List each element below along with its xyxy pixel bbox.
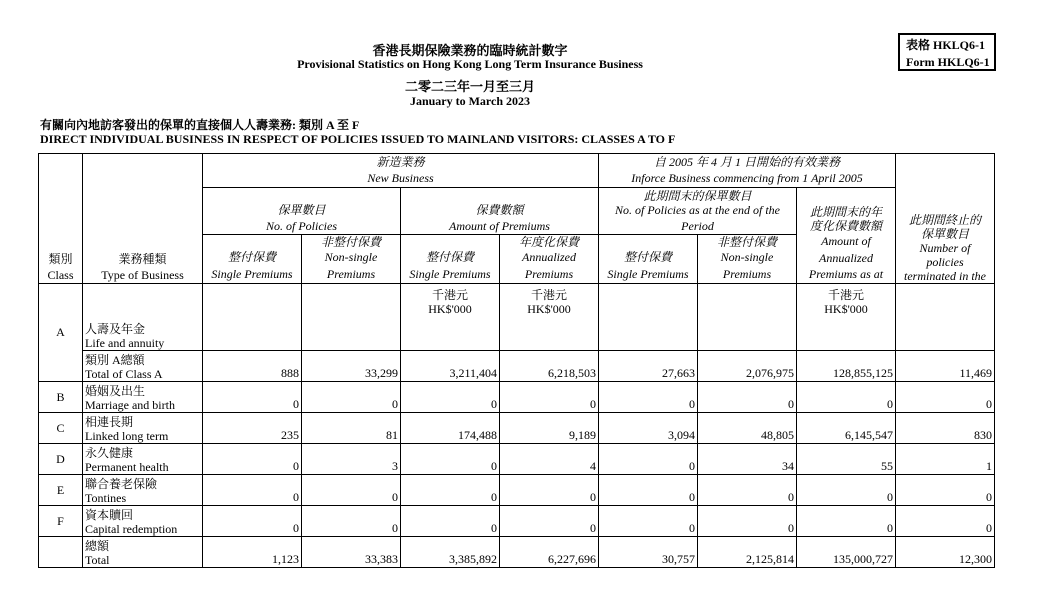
- cell: 0: [302, 506, 401, 537]
- row-type: 聯合養老保險 Tontines: [83, 475, 203, 506]
- class-label: [39, 537, 83, 568]
- cell: 4: [500, 444, 599, 475]
- cell: 0: [302, 382, 401, 413]
- title-en: Provisional Statistics on Hong Kong Long Term Insurance Business: [297, 57, 643, 71]
- cell: 3,385,892: [401, 537, 500, 568]
- subtitle-zh: 有關向內地訪客發出的保單的直接個人人壽業務: 類別 A 至 F: [40, 118, 360, 132]
- cell: 1: [896, 444, 995, 475]
- cell: 55: [797, 444, 896, 475]
- cell: 235: [203, 413, 302, 444]
- row-type: 類別 A總額 Total of Class A: [83, 351, 203, 382]
- class-label: C: [39, 413, 83, 444]
- cell: 0: [401, 475, 500, 506]
- title-zh: 香港長期保險業務的臨時統計數字: [372, 43, 568, 58]
- cell: 0: [203, 475, 302, 506]
- form-label-en: Form HKLQ6-1: [906, 55, 990, 69]
- cell: 34: [698, 444, 797, 475]
- table-row: [39, 413, 995, 444]
- statistics-table: [38, 153, 995, 568]
- cell: 0: [797, 382, 896, 413]
- annualized-end-header: 此期間末的年 度化保費數額 Amount of Annualized Premiums as at: [797, 188, 896, 284]
- cell: 128,855,125: [797, 351, 896, 382]
- unit-amount-annualized: 千港元 HK$'000: [500, 284, 599, 351]
- cell: 0: [797, 475, 896, 506]
- cell: 0: [599, 506, 698, 537]
- header-row-1: [39, 154, 995, 188]
- table-row: [39, 475, 995, 506]
- cell: 6,145,547: [797, 413, 896, 444]
- class-header: 類別 Class: [39, 154, 83, 284]
- class-a-label: A: [39, 284, 83, 382]
- nonsingle-premiums-3: 非整付保費 Non-single Premiums: [698, 235, 797, 284]
- new-business-header: 新造業務 New Business: [203, 154, 599, 188]
- cell: 11,469: [896, 351, 995, 382]
- form-label-zh: 表格 HKLQ6-1: [906, 38, 986, 52]
- row-type: 婚姻及出生 Marriage and birth: [83, 382, 203, 413]
- cell: 0: [599, 382, 698, 413]
- row-type: 總額 Total: [83, 537, 203, 568]
- table-row: [39, 506, 995, 537]
- policies-end-header: 此期間末的保單數目 No. of Policies as at the end of the Period: [599, 188, 797, 235]
- cell: 0: [401, 382, 500, 413]
- cell: 33,299: [302, 351, 401, 382]
- amount-premiums-header: 保費數額 Amount of Premiums: [401, 188, 599, 235]
- cell: 27,663: [599, 351, 698, 382]
- cell: 12,300: [896, 537, 995, 568]
- total-row: [39, 537, 995, 568]
- cell: 3,094: [599, 413, 698, 444]
- cell: 6,227,696: [500, 537, 599, 568]
- class-a-type: 人壽及年金 Life and annuity: [83, 284, 203, 351]
- cell: 0: [500, 506, 599, 537]
- cell: 830: [896, 413, 995, 444]
- cell: 30,757: [599, 537, 698, 568]
- unit-amount-single: 千港元 HK$'000: [401, 284, 500, 351]
- cell: 0: [401, 506, 500, 537]
- cell: 0: [203, 444, 302, 475]
- class-label: F: [39, 506, 83, 537]
- cell: 0: [500, 382, 599, 413]
- terminated-header: 此期間終止的 保單數目 Number of policies terminated in the: [896, 154, 995, 284]
- cell: 2,076,975: [698, 351, 797, 382]
- cell: 81: [302, 413, 401, 444]
- cell: 2,125,814: [698, 537, 797, 568]
- cell: 0: [797, 506, 896, 537]
- no-policies-header: 保單數目 No. of Policies: [203, 188, 401, 235]
- cell: 0: [698, 382, 797, 413]
- single-premiums-3: 整付保費 Single Premiums: [599, 235, 698, 284]
- cell: 0: [500, 475, 599, 506]
- cell: 0: [896, 475, 995, 506]
- row-type: 資本贖回 Capital redemption: [83, 506, 203, 537]
- cell: 888: [203, 351, 302, 382]
- row-type: 相連長期 Linked long term: [83, 413, 203, 444]
- inforce-header: 自 2005 年 4 月 1 日開始的有效業務 Inforce Business commencing from 1 April 2005: [599, 154, 896, 188]
- cell: 0: [896, 506, 995, 537]
- class-label: B: [39, 382, 83, 413]
- table-row: [39, 382, 995, 413]
- cell: 9,189: [500, 413, 599, 444]
- cell: 33,383: [302, 537, 401, 568]
- cell: 135,000,727: [797, 537, 896, 568]
- class-label: D: [39, 444, 83, 475]
- annualized-premiums: 年度化保費 Annualized Premiums: [500, 235, 599, 284]
- type-header: 業務種類 Type of Business: [83, 154, 203, 284]
- cell: 0: [599, 475, 698, 506]
- class-a-row: [39, 284, 995, 351]
- cell: 0: [896, 382, 995, 413]
- cell: 0: [203, 506, 302, 537]
- period-en: January to March 2023: [409, 94, 531, 108]
- unit-inforce-annualized: 千港元 HK$'000: [797, 284, 896, 351]
- cell: 0: [302, 475, 401, 506]
- cell: 0: [698, 506, 797, 537]
- cell: 174,488: [401, 413, 500, 444]
- table-row: [39, 444, 995, 475]
- form-label: [898, 33, 996, 71]
- cell: 3: [302, 444, 401, 475]
- class-label: E: [39, 475, 83, 506]
- cell: 3,211,404: [401, 351, 500, 382]
- row-type: 永久健康 Permanent health: [83, 444, 203, 475]
- table-row: [39, 351, 995, 382]
- cell: 1,123: [203, 537, 302, 568]
- single-premiums-2: 整付保費 Single Premiums: [401, 235, 500, 284]
- cell: 0: [401, 444, 500, 475]
- cell: 0: [203, 382, 302, 413]
- subtitle-en: DIRECT INDIVIDUAL BUSINESS IN RESPECT OF POLICIES ISSUED TO MAINLAND VISITORS: CLASSES A TO F: [40, 132, 676, 146]
- single-premiums-1: 整付保費 Single Premiums: [203, 235, 302, 284]
- cell: 0: [698, 475, 797, 506]
- cell: 48,805: [698, 413, 797, 444]
- cell: 6,218,503: [500, 351, 599, 382]
- period-zh: 二零二三年一月至三月: [404, 79, 535, 94]
- cell: 0: [599, 444, 698, 475]
- nonsingle-premiums-1: 非整付保費 Non-single Premiums: [302, 235, 401, 284]
